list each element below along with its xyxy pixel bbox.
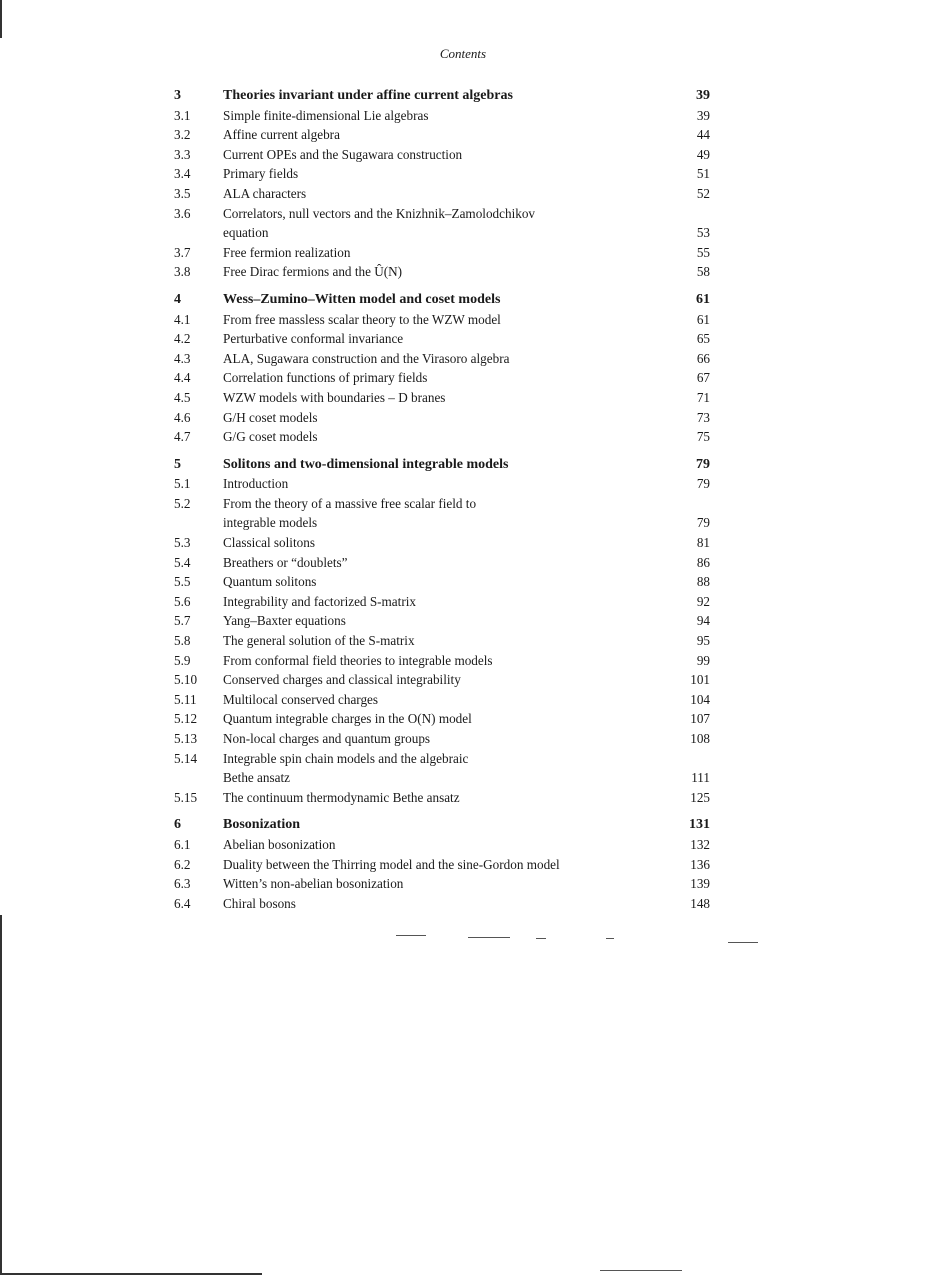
section-row xyxy=(174,204,710,243)
section-page-number: 79 xyxy=(696,476,710,492)
section-page-number: 148 xyxy=(690,895,710,911)
section-title-line: Primary fields xyxy=(223,166,299,182)
section-title-line: ALA characters xyxy=(223,185,307,201)
section-row xyxy=(174,349,710,369)
section-number: 4.6 xyxy=(174,409,191,425)
section-row xyxy=(174,729,710,749)
section-number: 3.1 xyxy=(174,107,191,123)
section-page-number: 88 xyxy=(696,574,710,590)
section-page-number: 99 xyxy=(696,652,710,668)
section-page-number: 67 xyxy=(696,370,710,386)
section-title-line: equation xyxy=(223,225,269,241)
section-title xyxy=(223,690,670,710)
section-row xyxy=(174,670,710,690)
section-title-line: Perturbative conformal invariance xyxy=(223,331,404,347)
section-title-line: ALA, Sugawara construction and the Virasoro algebra xyxy=(223,350,510,366)
section-title-line: The continuum thermodynamic Bethe ansatz xyxy=(223,789,460,805)
section-title-line: Abelian bosonization xyxy=(223,836,336,852)
section-title-line: Integrability and factorized S-matrix xyxy=(223,593,416,609)
section-page-number: 55 xyxy=(696,244,710,260)
section-title-line: Non-local charges and quantum groups xyxy=(223,731,431,746)
section-number: 4.3 xyxy=(174,350,191,366)
section-number: 5.12 xyxy=(174,711,198,727)
section-title-line: Correlators, null vectors and the Knizhnik–Zamolodchikov xyxy=(223,205,536,221)
section-title xyxy=(223,835,670,855)
section-row xyxy=(174,329,710,349)
section-row xyxy=(174,690,710,710)
section-number: 5.15 xyxy=(174,789,198,805)
section-number: 5.1 xyxy=(174,476,191,492)
section-number: 3.6 xyxy=(174,205,191,221)
section-number: 4.4 xyxy=(174,370,191,386)
section-number: 5.6 xyxy=(174,593,191,609)
section-title-line: WZW models with boundaries – D branes xyxy=(223,389,446,405)
section-page-number: 58 xyxy=(696,264,710,280)
section-row xyxy=(174,592,710,612)
scan-dash xyxy=(728,942,758,943)
section-page-number: 111 xyxy=(691,770,710,786)
section-title xyxy=(223,106,670,126)
section-title xyxy=(223,533,670,553)
section-row xyxy=(174,572,710,592)
section-row xyxy=(174,145,710,165)
section-row xyxy=(174,709,710,729)
section-title xyxy=(223,262,670,282)
chapter-number: 4 xyxy=(174,291,181,307)
section-row xyxy=(174,388,710,408)
chapter-heading-row xyxy=(174,455,710,475)
scan-dash xyxy=(396,935,426,936)
section-page-number: 125 xyxy=(690,789,710,805)
section-number: 6.4 xyxy=(174,895,191,911)
section-number: 5.3 xyxy=(174,535,191,551)
section-page-number: 95 xyxy=(696,633,710,649)
section-title xyxy=(223,474,670,494)
section-title xyxy=(223,204,670,243)
chapter-number: 3 xyxy=(174,88,181,103)
section-title xyxy=(223,670,670,690)
section-title xyxy=(223,388,670,408)
scan-edge-mark-top xyxy=(0,0,2,38)
section-page-number: 107 xyxy=(690,711,710,727)
section-row xyxy=(174,533,710,553)
section-number: 5.5 xyxy=(174,574,191,590)
section-row xyxy=(174,631,710,651)
section-row xyxy=(174,611,710,631)
section-row xyxy=(174,494,710,533)
section-row xyxy=(174,106,710,126)
section-title xyxy=(223,729,670,749)
section-title-line: From free massless scalar theory to the WZW model xyxy=(223,311,501,327)
section-title-line: Quantum integrable charges in the O(N) model xyxy=(223,711,472,727)
chapter-title: Theories invariant under affine current algebras xyxy=(223,88,513,103)
section-title xyxy=(223,243,670,263)
section-page-number: 65 xyxy=(696,331,710,347)
chapter-title: Solitons and two-dimensional integrable models xyxy=(223,456,509,472)
section-title-line: Correlation functions of primary fields xyxy=(223,370,428,386)
section-title xyxy=(223,592,670,612)
section-title xyxy=(223,184,670,204)
section-row xyxy=(174,553,710,573)
section-page-number: 94 xyxy=(696,613,710,629)
section-number: 5.14 xyxy=(174,750,198,766)
section-number: 5.13 xyxy=(174,731,198,746)
section-row xyxy=(174,651,710,671)
toc-chapter xyxy=(174,455,710,808)
section-title-line: The general solution of the S-matrix xyxy=(223,633,415,649)
section-page-number: 79 xyxy=(696,515,710,531)
section-number: 6.1 xyxy=(174,836,191,852)
section-number: 6.2 xyxy=(174,856,191,872)
section-page-number: 101 xyxy=(690,672,710,688)
section-title-line: Free Dirac fermions and the Û(N) xyxy=(223,264,403,280)
section-row xyxy=(174,894,710,914)
section-number: 4.5 xyxy=(174,389,191,405)
section-page-number: 139 xyxy=(690,876,710,892)
section-title-line: Duality between the Thirring model and the sine-Gordon model xyxy=(223,856,560,872)
chapter-heading-row xyxy=(174,86,710,106)
section-page-number: 81 xyxy=(696,535,710,551)
table-of-contents xyxy=(174,86,710,921)
section-page-number: 49 xyxy=(696,146,710,162)
section-title-line: From conformal field theories to integrable models xyxy=(223,652,493,668)
chapter-heading-row xyxy=(174,290,710,310)
chapter-title: Wess–Zumino–Witten model and coset models xyxy=(223,291,501,307)
section-title xyxy=(223,427,670,447)
chapter-page-number: 61 xyxy=(696,291,710,307)
section-title xyxy=(223,788,670,808)
section-number: 3.8 xyxy=(174,264,191,280)
section-title-line: Conserved charges and classical integrability xyxy=(223,672,461,688)
chapter-page-number: 131 xyxy=(689,817,710,833)
section-title-line: Free fermion realization xyxy=(223,244,351,260)
section-number: 3.3 xyxy=(174,146,191,162)
section-number: 3.2 xyxy=(174,127,191,143)
section-row xyxy=(174,427,710,447)
scan-dash xyxy=(606,938,614,939)
section-page-number: 53 xyxy=(696,225,710,241)
section-row xyxy=(174,262,710,282)
section-title-line: Bethe ansatz xyxy=(223,770,291,786)
toc-chapter xyxy=(174,86,710,282)
section-title-line: Integrable spin chain models and the algebraic xyxy=(223,750,469,766)
section-number: 4.7 xyxy=(174,429,191,445)
section-title-line: Quantum solitons xyxy=(223,574,317,590)
section-number: 5.11 xyxy=(174,691,197,707)
section-row xyxy=(174,874,710,894)
section-title xyxy=(223,164,670,184)
section-number: 3.4 xyxy=(174,166,191,182)
section-number: 5.10 xyxy=(174,672,198,688)
section-page-number: 75 xyxy=(696,429,710,445)
section-page-number: 66 xyxy=(696,350,710,366)
section-page-number: 104 xyxy=(690,691,710,707)
section-page-number: 73 xyxy=(696,409,710,425)
scan-dash xyxy=(600,1270,682,1271)
section-row xyxy=(174,243,710,263)
section-number: 5.9 xyxy=(174,652,191,668)
section-page-number: 52 xyxy=(696,185,710,201)
section-row xyxy=(174,749,710,788)
section-title-line: G/G coset models xyxy=(223,429,318,445)
section-title xyxy=(223,855,670,875)
section-title-line: Current OPEs and the Sugawara construction xyxy=(223,146,463,162)
section-title-line: Classical solitons xyxy=(223,535,315,551)
section-row xyxy=(174,125,710,145)
chapter-page-number: 79 xyxy=(696,456,710,472)
section-title-line: Witten’s non-abelian bosonization xyxy=(223,876,404,892)
section-row xyxy=(174,164,710,184)
section-title xyxy=(223,651,670,671)
section-number: 6.3 xyxy=(174,876,191,892)
section-page-number: 86 xyxy=(696,554,710,570)
section-title xyxy=(223,874,670,894)
chapter-number: 5 xyxy=(174,456,181,472)
section-row xyxy=(174,408,710,428)
section-title-line: Yang–Baxter equations xyxy=(223,613,346,629)
section-title xyxy=(223,349,670,369)
scan-edge-mark-left xyxy=(0,915,2,1275)
section-number: 5.2 xyxy=(174,495,191,511)
section-title xyxy=(223,709,670,729)
section-page-number: 44 xyxy=(696,127,710,143)
chapter-title: Bosonization xyxy=(223,817,301,833)
section-title-line: Affine current algebra xyxy=(223,127,340,143)
section-number: 4.2 xyxy=(174,331,191,347)
section-title xyxy=(223,572,670,592)
section-row xyxy=(174,474,710,494)
section-title xyxy=(223,553,670,573)
section-title-line: Breathers or “doublets” xyxy=(223,554,348,570)
section-title xyxy=(223,894,670,914)
section-title-line: G/H coset models xyxy=(223,409,318,425)
section-title xyxy=(223,631,670,651)
section-row xyxy=(174,368,710,388)
chapter-number: 6 xyxy=(174,817,181,833)
section-page-number: 136 xyxy=(690,856,710,872)
section-row xyxy=(174,184,710,204)
section-title-line: integrable models xyxy=(223,515,318,531)
section-row xyxy=(174,835,710,855)
scan-dash xyxy=(536,938,546,939)
section-page-number: 108 xyxy=(690,731,710,746)
scan-dash xyxy=(468,937,510,938)
section-title-line: From the theory of a massive free scalar field to xyxy=(223,495,477,511)
section-title xyxy=(223,494,670,533)
section-page-number: 92 xyxy=(696,593,710,609)
toc-chapter xyxy=(174,290,710,447)
section-number: 4.1 xyxy=(174,311,191,327)
chapter-page-number: 39 xyxy=(696,88,710,103)
section-title xyxy=(223,408,670,428)
section-title-line: Introduction xyxy=(223,476,289,492)
section-title xyxy=(223,310,670,330)
section-row xyxy=(174,855,710,875)
section-page-number: 132 xyxy=(690,836,710,852)
section-title-line: Chiral bosons xyxy=(223,895,296,911)
section-number: 5.8 xyxy=(174,633,191,649)
section-page-number: 61 xyxy=(696,311,710,327)
section-number: 3.7 xyxy=(174,244,191,260)
section-page-number: 71 xyxy=(696,389,710,405)
section-title-line: Simple finite-dimensional Lie algebras xyxy=(223,107,429,123)
section-row xyxy=(174,788,710,808)
section-title xyxy=(223,611,670,631)
section-row xyxy=(174,310,710,330)
section-number: 3.5 xyxy=(174,185,191,201)
section-title xyxy=(223,125,670,145)
chapter-heading-row xyxy=(174,815,710,835)
section-title-line: Multilocal conserved charges xyxy=(223,691,379,707)
section-page-number: 39 xyxy=(696,107,710,123)
running-head: Contents xyxy=(439,46,487,61)
toc-chapter xyxy=(174,815,710,913)
section-page-number: 51 xyxy=(696,166,710,182)
section-number: 5.4 xyxy=(174,554,191,570)
section-title xyxy=(223,749,670,788)
section-number: 5.7 xyxy=(174,613,191,629)
section-title xyxy=(223,368,670,388)
section-title xyxy=(223,145,670,165)
section-title xyxy=(223,329,670,349)
